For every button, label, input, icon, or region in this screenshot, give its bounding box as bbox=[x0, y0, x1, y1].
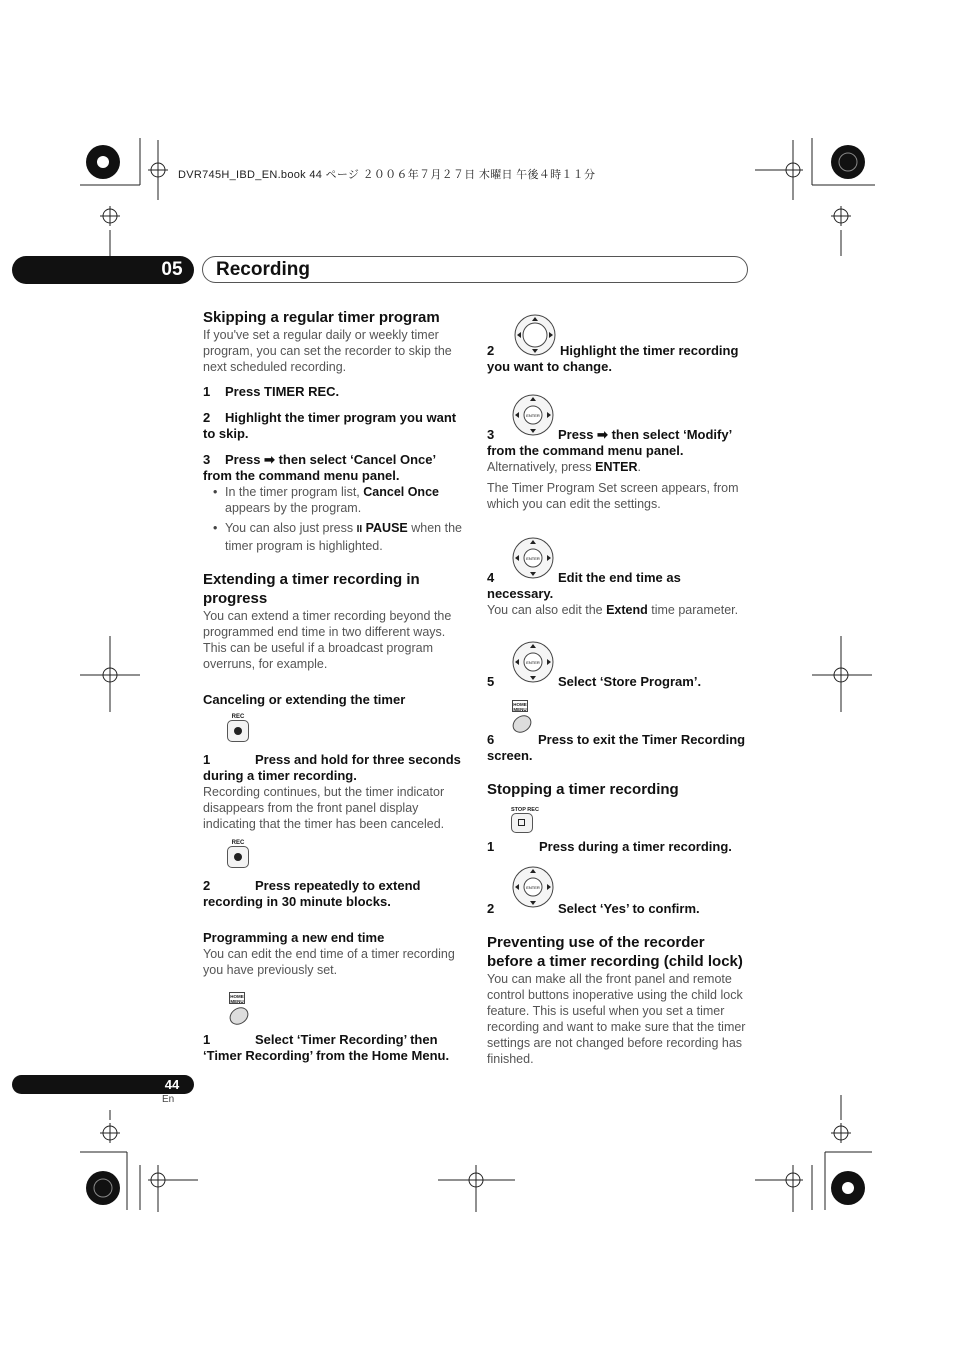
programming-intro: You can edit the end time of a timer recording you have previously set. bbox=[203, 947, 455, 977]
home-menu-button-icon: HOME MENU bbox=[229, 992, 249, 1024]
enter-pad-icon bbox=[511, 865, 555, 909]
modify-step-3: 3 Press ➡ then select ‘Modify’ from the command menu panel. bbox=[487, 427, 732, 458]
skip-step-1: 1 Press TIMER REC. bbox=[203, 384, 340, 399]
skip-notes bbox=[203, 484, 465, 554]
modify-step-2: 2 Highlight the timer recording you want to change. bbox=[487, 343, 739, 374]
modify-step-4-note: You can also edit the Extend time parameter. bbox=[487, 603, 739, 617]
svg-text:ENTER: ENTER bbox=[526, 660, 540, 665]
rec-button-icon: REC bbox=[227, 840, 249, 868]
skip-step-3: 3 Press ➡ then select ‘Cancel Once’ from the command menu panel. bbox=[203, 452, 436, 483]
modify-step-3-note-2: The Timer Program Set screen appears, from which you can edit the settings. bbox=[487, 481, 739, 511]
programming-step-1: 1 Select ‘Timer Recording’ then ‘Timer Recording’ from the Home Menu. bbox=[203, 1032, 450, 1063]
list-item: • In the timer program list, Cancel Once appears by the program. bbox=[203, 484, 465, 516]
subsection-programming: Programming a new end time bbox=[203, 930, 385, 945]
modify-step-3-note: Alternatively, press ENTER. bbox=[487, 460, 642, 474]
extend-step-1-note: Recording continues, but the timer indicator disappears from the front panel display indicating that the timer has been canceled. bbox=[203, 785, 445, 831]
section-title-stopping: Stopping a timer recording bbox=[487, 781, 679, 798]
page-language: En bbox=[162, 1094, 175, 1105]
right-arrow-icon: ➡ bbox=[264, 452, 275, 467]
svg-text:ENTER: ENTER bbox=[526, 413, 540, 418]
pause-icon: II bbox=[356, 524, 363, 535]
chapter-number: 05 bbox=[161, 259, 183, 280]
stopping-step-1: 1 Press during a timer recording. bbox=[487, 839, 732, 854]
extending-intro: You can extend a timer recording beyond the programmed end time in two different ways. This can be useful if a broadcast program overruns, for example. bbox=[203, 609, 452, 671]
section-title-skipping: Skipping a regular timer program bbox=[203, 309, 440, 326]
enter-pad-icon bbox=[511, 536, 555, 580]
section-title-child-lock: Preventing use of the recorder before a timer recording (child lock) bbox=[487, 934, 743, 970]
section-title-extending: Extending a timer recording in progress bbox=[203, 571, 420, 607]
home-menu-button-icon: HOME MENU bbox=[512, 700, 532, 732]
right-column bbox=[487, 313, 749, 1067]
list-item: • You can also just press II PAUSE when the timer program is highlighted. bbox=[203, 520, 465, 554]
stop-rec-button-icon: STOP REC bbox=[511, 807, 533, 833]
left-column bbox=[203, 308, 465, 1064]
svg-text:ENTER: ENTER bbox=[526, 556, 540, 561]
modify-step-4: 4 Edit the end time as necessary. bbox=[487, 570, 681, 601]
extend-step-1: 1 Press and hold for three seconds during a timer recording. bbox=[203, 752, 461, 783]
modify-step-5: 5 Select ‘Store Program’. bbox=[487, 674, 702, 689]
modify-step-6: 6 Press to exit the Timer Recording screen. bbox=[487, 732, 746, 763]
print-header: DVR745H_IBD_EN.book 44 ページ ２００６年７月２７日 木曜日 午後４時１１分 bbox=[178, 169, 596, 181]
extend-step-2: 2 Press repeatedly to extend recording in 30 minute blocks. bbox=[203, 878, 421, 909]
arrow-pad-icon bbox=[513, 313, 557, 357]
skipping-intro: If you've set a regular daily or weekly timer program, you can set the recorder to skip the next scheduled recording. bbox=[203, 328, 452, 374]
svg-text:ENTER: ENTER bbox=[526, 885, 540, 890]
right-arrow-icon: ➡ bbox=[597, 427, 608, 442]
stopping-step-2: 2 Select ‘Yes’ to confirm. bbox=[487, 901, 700, 916]
page-number: 44 bbox=[164, 1077, 180, 1092]
chapter-title: Recording bbox=[216, 259, 310, 280]
skip-step-2: 2 Highlight the timer program you want to skip. bbox=[203, 410, 457, 441]
enter-pad-icon bbox=[511, 393, 555, 437]
rec-button-icon: REC bbox=[227, 714, 249, 742]
enter-pad-icon bbox=[511, 640, 555, 684]
child-lock-body: You can make all the front panel and remote control buttons inoperative using the child lock feature. This is useful when you set a timer recording and want to make sure that the timer settings are not changed before recording has finished. bbox=[487, 972, 746, 1066]
subsection-canceling: Canceling or extending the timer bbox=[203, 692, 406, 707]
